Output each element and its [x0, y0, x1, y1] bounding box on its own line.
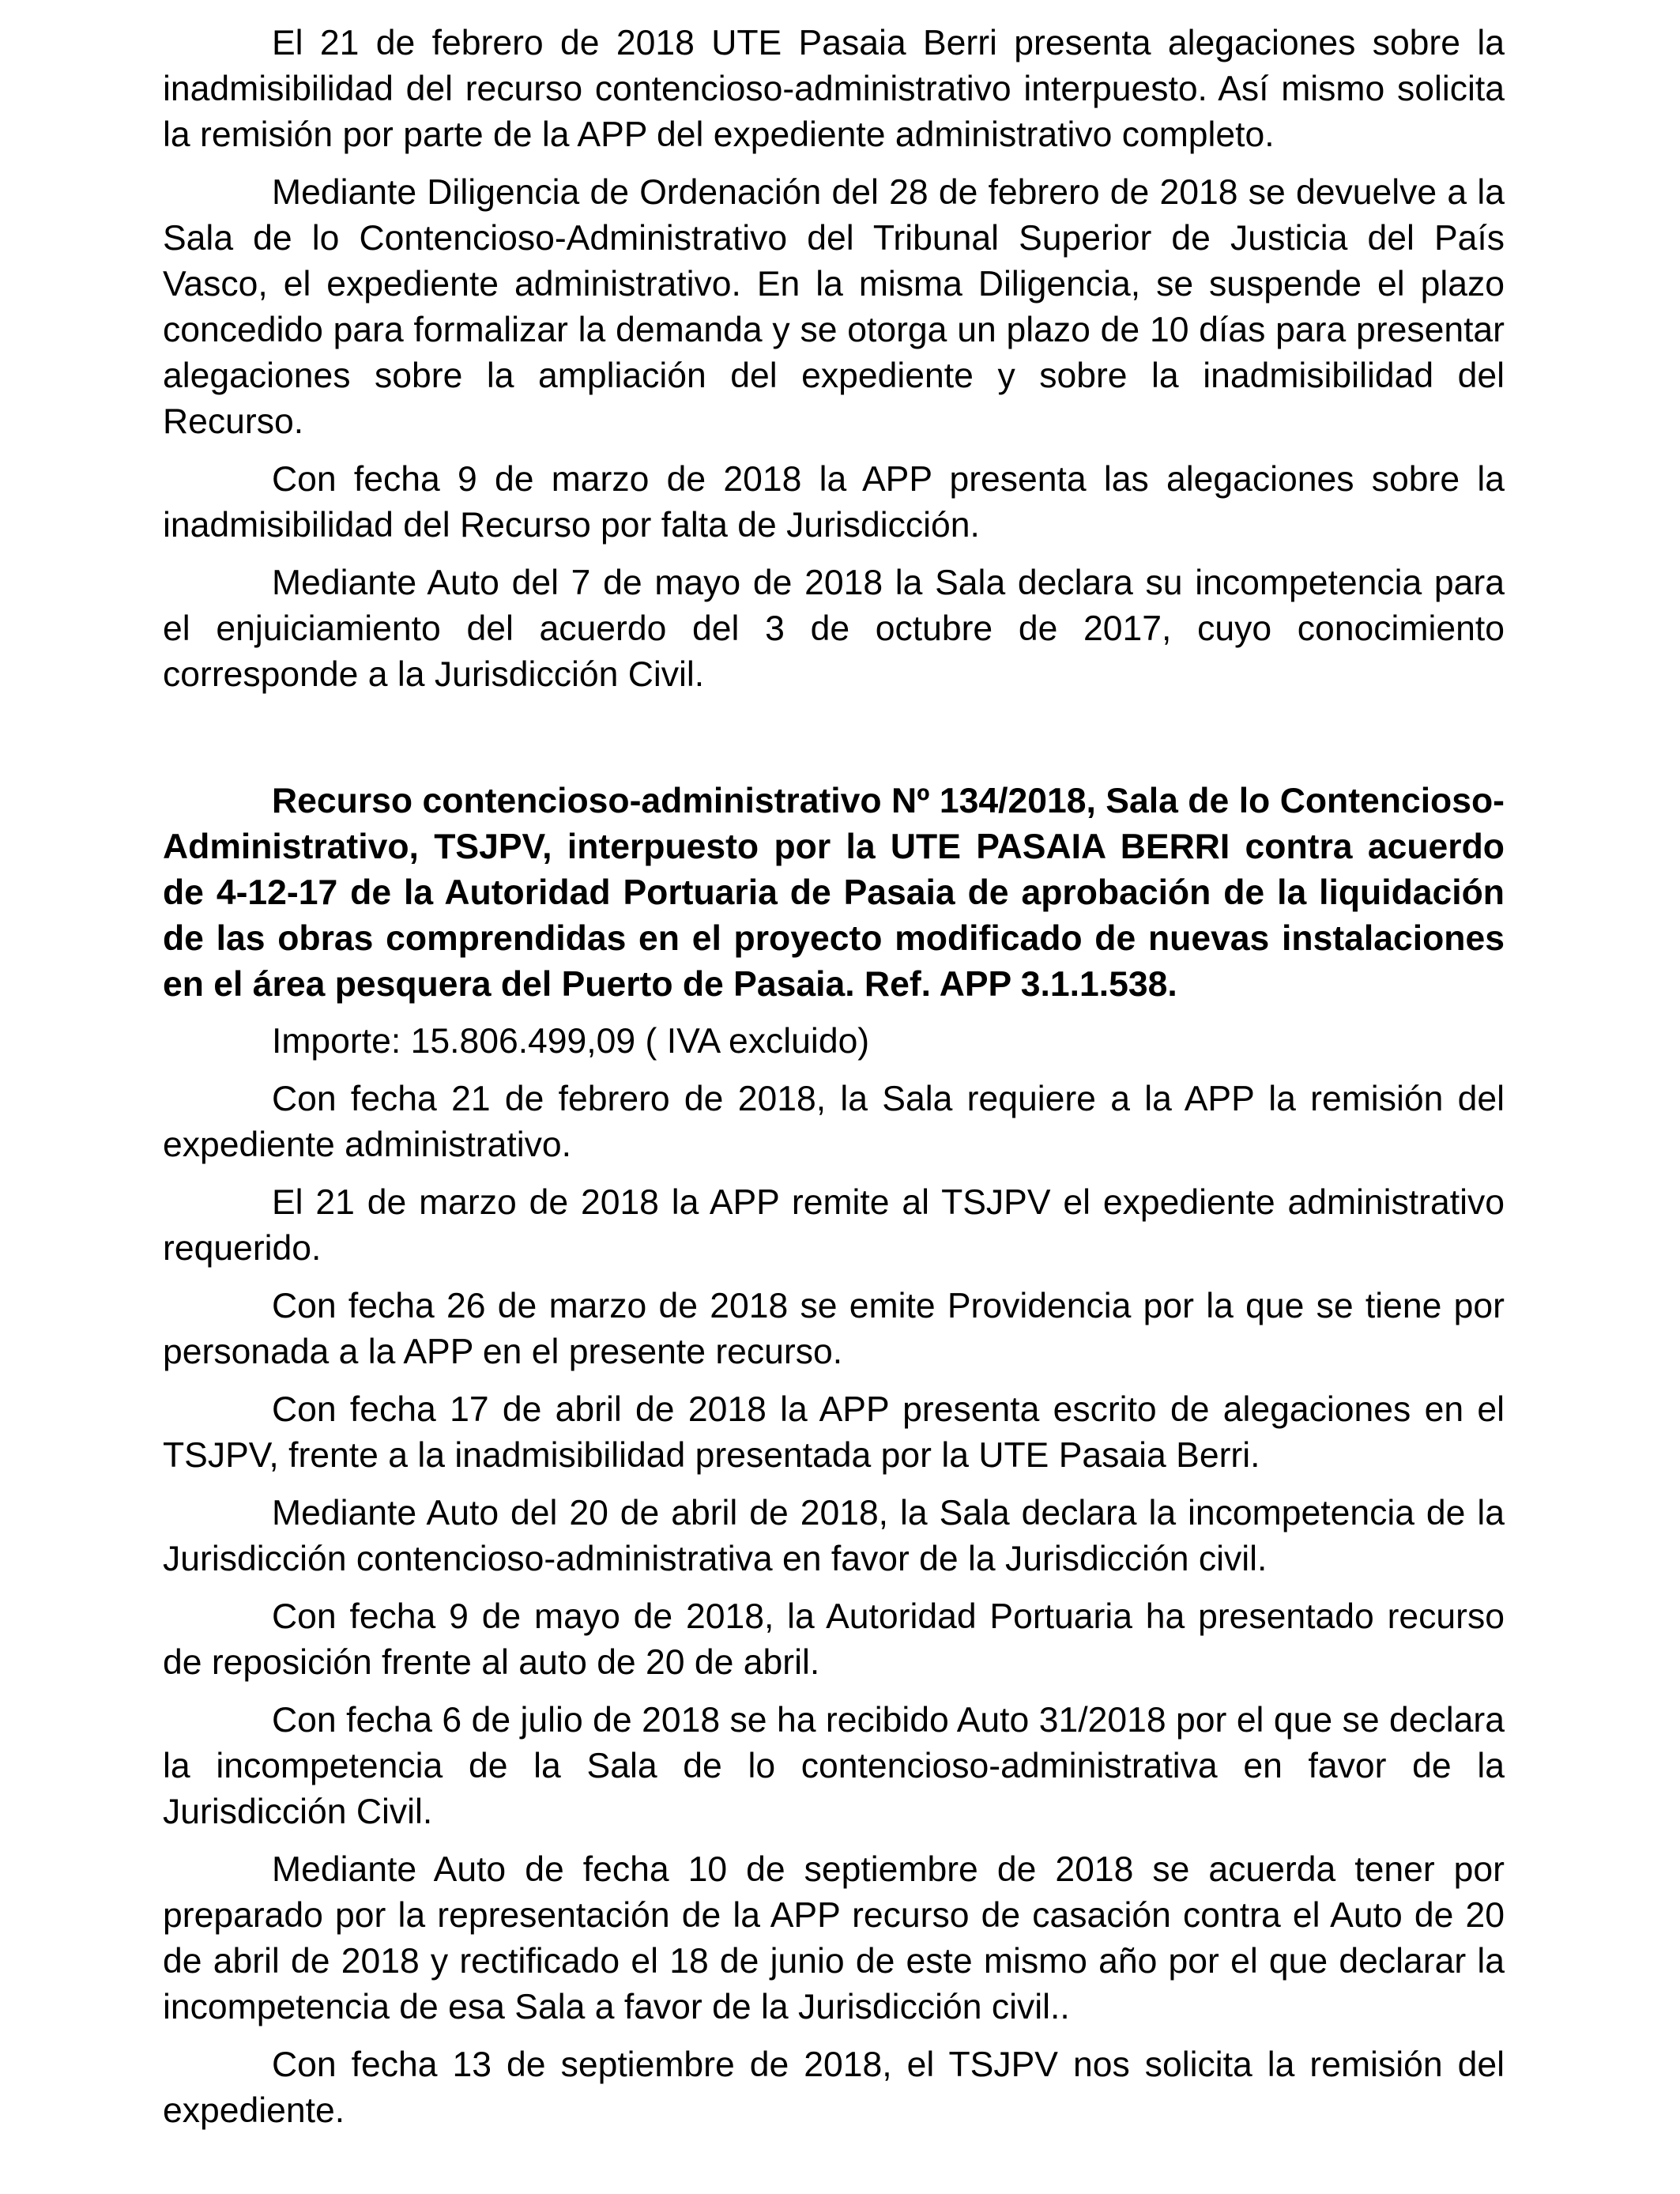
- paragraph-alegaciones-app: Con fecha 9 de marzo de 2018 la APP presenta las alegaciones sobre la inadmisibilidad del Recurso por falta de Jurisdicción.: [163, 460, 1505, 545]
- paragraph-requerimiento-expediente: Con fecha 21 de febrero de 2018, la Sala requiere a la APP la remisión del expediente administrativo.: [163, 1080, 1505, 1164]
- importe-line: Importe: 15.806.499,09 ( IVA excluido): [272, 1022, 870, 1061]
- paragraph-diligencia-ordenacion: Mediante Diligencia de Ordenación del 28 de febrero de 2018 se devuelve a la Sala de lo Contencioso-Administrativo del Tribunal Superior de Justicia del País Vasco, el expediente administrativo. En la misma Diligencia, se suspende el plazo concedido para formalizar la demanda y se otorga un plazo de 10 días para presentar alegaciones sobre la ampliación del expediente y sobre la inadmisibilidad del Recurso.: [163, 173, 1505, 441]
- paragraph-auto-incompetencia: Mediante Auto del 7 de mayo de 2018 la Sala declara su incompetencia para el enjuiciamiento del acuerdo del 3 de octubre de 2017, cuyo conocimiento corresponde a la Jurisdicción Civil.: [163, 564, 1505, 694]
- paragraph-auto-31-2018: Con fecha 6 de julio de 2018 se ha recibido Auto 31/2018 por el que se declara la incompetencia de la Sala de lo contencioso-administrativa en favor de la Jurisdicción Civil.: [163, 1701, 1505, 1831]
- paragraph-auto-20-abril: Mediante Auto del 20 de abril de 2018, la Sala declara la incompetencia de la Jurisdicción contencioso-administrativa en favor de la Jurisdicción civil.: [163, 1494, 1505, 1578]
- paragraph-alegaciones-ute: El 21 de febrero de 2018 UTE Pasaia Berri presenta alegaciones sobre la inadmisibilidad del recurso contencioso-administrativo interpuesto. Así mismo solicita la remisión por parte de la APP del expediente administrativo completo.: [163, 24, 1505, 154]
- paragraph-recurso-casacion: Mediante Auto de fecha 10 de septiembre de 2018 se acuerda tener por preparado por la representación de la APP recurso de casación contra el Auto de 20 de abril de 2018 y rectificado el 18 de junio de este mismo año por el que declarar la incompetencia de esa Sala a favor de la Jurisdicción civil..: [163, 1850, 1505, 2026]
- paragraph-solicitud-remision: Con fecha 13 de septiembre de 2018, el TSJPV nos solicita la remisión del expediente.: [163, 2045, 1505, 2130]
- paragraph-recurso-reposicion: Con fecha 9 de mayo de 2018, la Autoridad Portuaria ha presentado recurso de reposición frente al auto de 20 de abril.: [163, 1597, 1505, 1682]
- section-heading-recurso-134-2018: Recurso contencioso-administrativo Nº 134/2018, Sala de lo Contencioso-Administrativo, TSJPV, interpuesto por la UTE PASAIA BERRI contra acuerdo de 4-12-17 de la Autoridad Portuaria de Pasaia de aprobación de la liquidación de las obras comprendidas en el proyecto modificado de nuevas instalaciones en el área pesquera del Puerto de Pasaia. Ref. APP 3.1.1.538.: [163, 782, 1505, 1004]
- document-page: [163, 21, 1505, 2146]
- paragraph-providencia: Con fecha 26 de marzo de 2018 se emite Providencia por la que se tiene por personada a la APP en el presente recurso.: [163, 1287, 1505, 1371]
- paragraph-remision-expediente: El 21 de marzo de 2018 la APP remite al TSJPV el expediente administrativo requerido.: [163, 1183, 1505, 1268]
- paragraph-escrito-alegaciones: Con fecha 17 de abril de 2018 la APP presenta escrito de alegaciones en el TSJPV, frente a la inadmisibilidad presentada por la UTE Pasaia Berri.: [163, 1390, 1505, 1475]
